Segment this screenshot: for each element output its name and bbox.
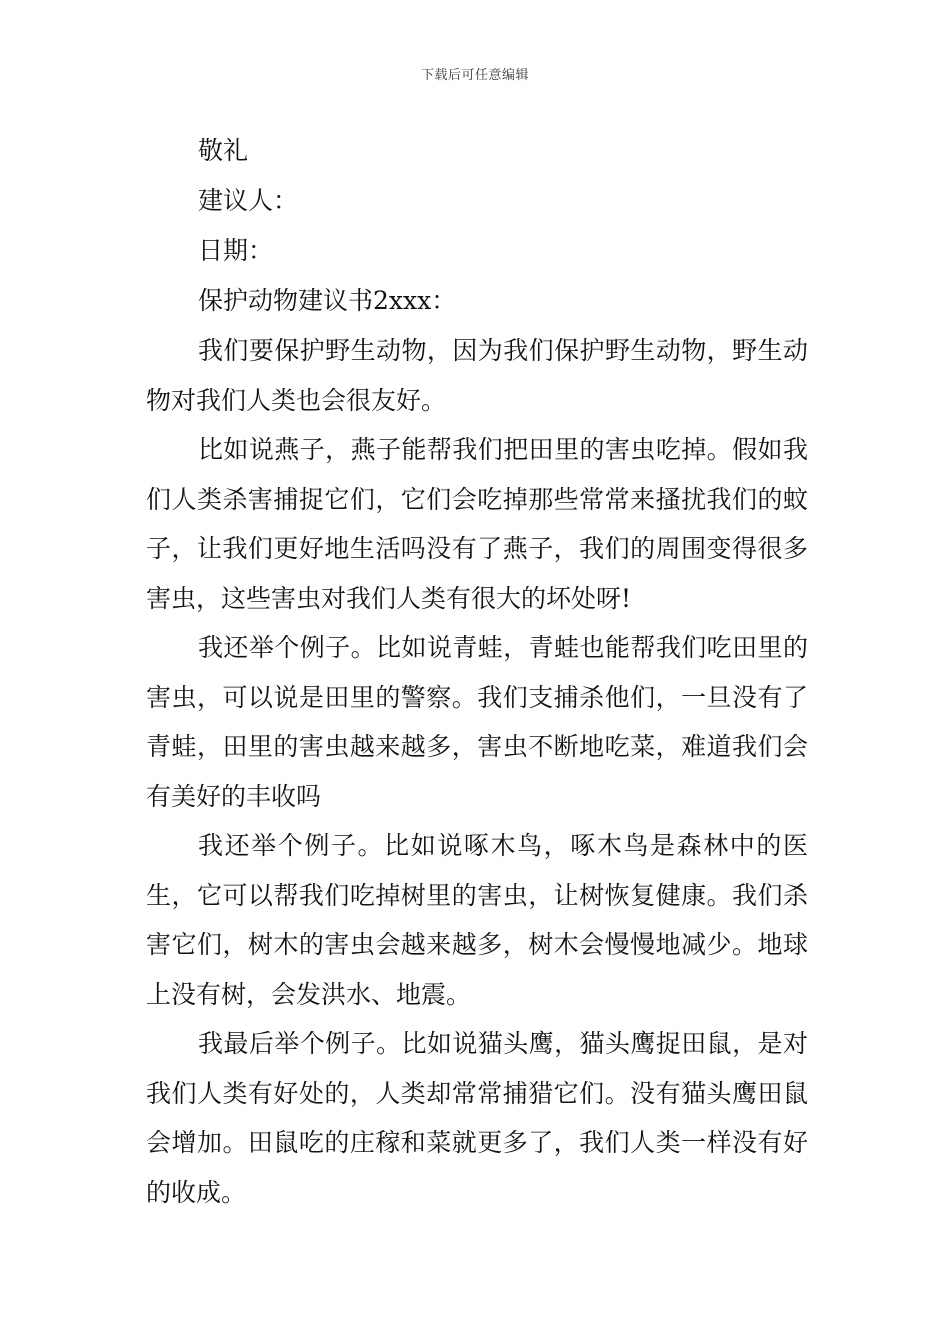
paragraph-3: 我还举个例子。比如说青蛙，青蛙也能帮我们吃田里的害虫，可以说是田里的警察。我们支捕杀他们，一旦没有了青蛙，田里的害虫越来越多，害虫不断地吃菜，难道我们会有美好的丰收吗 [146,633,808,811]
page-header-note: 下载后可任意编辑 [420,68,529,83]
paragraph-5: 我最后举个例子。比如说猫头鹰，猫头鹰捉田鼠，是对我们人类有好处的，人类却常常捕猎它们。没有猫头鹰田鼠会增加。田鼠吃的庄稼和菜就更多了，我们人类一样没有好的收成。 [146,1029,808,1207]
paragraph-4: 我还举个例子。比如说啄木鸟，啄木鸟是森林中的医生，它可以帮我们吃掉树里的害虫，让树恢复健康。我们杀害它们，树木的害虫会越来越多，树木会慢慢地减少。地球上没有树，会发洪水、地震。 [146,831,808,1009]
date-label: 日期： [198,236,274,265]
proposer-label: 建议人： [198,186,299,215]
paragraph-2: 比如说燕子，燕子能帮我们把田里的害虫吃掉。假如我们人类杀害捕捉它们，它们会吃掉那些常常来搔扰我们的蚊子，让我们更好地生活吗没有了燕子，我们的周围变得很多害虫，这些害虫对我们人类有很大的坏处呀! [146,435,808,613]
salutation: 敬礼 [198,136,249,165]
paragraph-1: 我们要保护野生动物，因为我们保护野生动物，野生动物对我们人类也会很友好。 [146,336,808,415]
document-title: 保护动物建议书2xxx： [198,286,457,315]
document-body [146,126,808,1217]
